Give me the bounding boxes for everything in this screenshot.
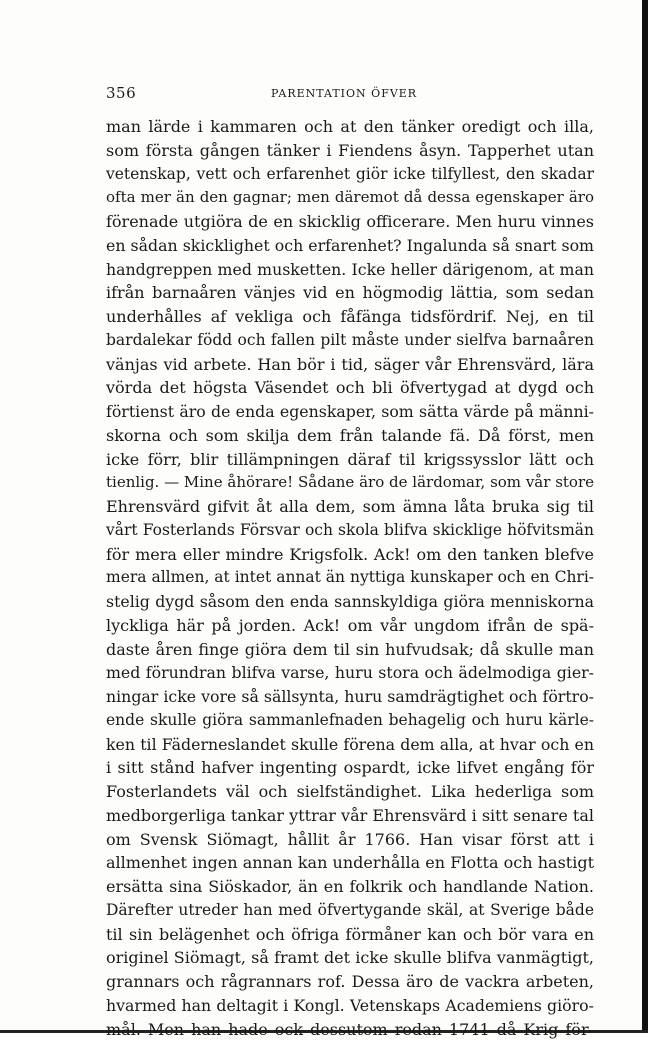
- text-line: vänjas vid arbete. Han bör i tid, säger vår Ehrensvärd, lära: [106, 353, 594, 377]
- text-line: mera allmen, at intet annat än nyttiga kunskaper och en Chri-: [106, 566, 594, 590]
- running-head: PARENTATION ÖFVER: [271, 87, 417, 100]
- text-line: förenade utgiöra de en skicklig officerare. Men huru vinnes: [106, 210, 594, 234]
- text-line: stelig dygd såsom den enda sannskyldiga giöra menniskorna: [106, 590, 594, 614]
- text-line: hvarmed han deltagit i Kongl. Vetenskaps Academiens giöro-: [106, 994, 594, 1018]
- text-line: ende skulle giöra sammanlefnaden behagelig och huru kärle-: [106, 709, 594, 733]
- text-line: ifrån barnaåren vänjes vid en högmodig lättia, som sedan: [106, 281, 594, 305]
- text-line: grannars och rågrannars rof. Dessa äro de vackra arbeten,: [106, 970, 594, 994]
- text-line: icke förr, blir tillämpningen däraf til krigssysslor lätt och: [106, 448, 594, 472]
- text-line: lyckliga här på jorden. Ack! om vår ungdom ifrån de spä-: [106, 614, 594, 638]
- text-line: vörda det högsta Väsendet och bli öfvertygad at dygd och: [106, 376, 594, 400]
- text-line: skorna och som skilja dem från talande fä. Då först, men: [106, 424, 594, 448]
- text-line: en sådan skicklighet och erfarenhet? Ingalunda så snart som: [106, 234, 594, 258]
- text-line: ken til Fäderneslandet skulle förena dem alla, at hvar och en: [106, 733, 594, 757]
- text-line: originel Siömagt, så framt det icke skulle blifva vanmägtigt,: [106, 946, 594, 970]
- text-line: allmenhet ingen annan kan underhålla en Flotta och hastigt: [106, 851, 594, 875]
- body-text: [106, 115, 594, 1041]
- text-line: medborgerliga tankar yttrar vår Ehrensvärd i sitt senare tal: [106, 804, 594, 828]
- text-line: vårt Fosterlands Försvar och skola blifva skicklige höfvitsmän: [106, 519, 594, 543]
- text-line: ofta mer än den gagnar; men däremot då dessa egenskaper äro: [106, 186, 594, 210]
- text-line: Ehrensvärd gifvit åt alla dem, som ämna låta bruka sig til: [106, 495, 594, 519]
- text-line: vetenskap, vett och erfarenhet giör icke tilfyllest, den skadar: [106, 163, 594, 187]
- page-number: 356: [106, 84, 136, 102]
- text-line: ersätta sina Siöskador, än en folkrik och handlande Nation.: [106, 875, 594, 899]
- text-line: mål. Men han hade ock dessutom redan 1741 då Krig för-: [106, 1018, 594, 1041]
- text-line: med förundran blifva varse, huru stora och ädelmodiga gier-: [106, 661, 594, 685]
- page-edge-shadow: [642, 0, 648, 1033]
- text-line: handgreppen med musketten. Icke heller därigenom, at man: [106, 258, 594, 282]
- text-line: i sitt stånd hafver ingenting ospardt, icke lifvet engång för: [106, 756, 594, 780]
- text-line: om Svensk Siömagt, hållit år 1766. Han visar först att i: [106, 828, 594, 852]
- text-line: tienlig. — Mine åhörare! Sådane äro de lärdomar, som vår store: [106, 471, 594, 495]
- text-line: som första gången tänker i Fiendens åsyn. Tapperhet utan: [106, 139, 594, 163]
- text-line: til sin belägenhet och öfriga förmåner kan och bör vara en: [106, 923, 594, 947]
- text-line: man lärde i kammaren och at den tänker oredigt och illa,: [106, 115, 594, 139]
- text-line: Därefter utreder han med öfvertygande skäl, at Sverige både: [106, 899, 594, 923]
- text-line: daste åren finge giöra dem til sin hufvudsak; då skulle man: [106, 638, 594, 662]
- text-line: ningar icke vore så sällsynta, huru samdrägtighet och förtro-: [106, 685, 594, 709]
- text-line: för mera eller mindre Krigsfolk. Ack! om den tanken blefve: [106, 543, 594, 567]
- text-line: Fosterlandets väl och sielfständighet. Lika hederliga som: [106, 780, 594, 804]
- page-header: [106, 84, 596, 104]
- text-line: bardalekar född och fallen pilt måste under sielfva barnaåren: [106, 329, 594, 353]
- text-line: underhålles af vekliga och fåfänga tidsfördrif. Nej, en til: [106, 305, 594, 329]
- text-line: förtienst äro de enda egenskaper, som sätta värde på männi-: [106, 400, 594, 424]
